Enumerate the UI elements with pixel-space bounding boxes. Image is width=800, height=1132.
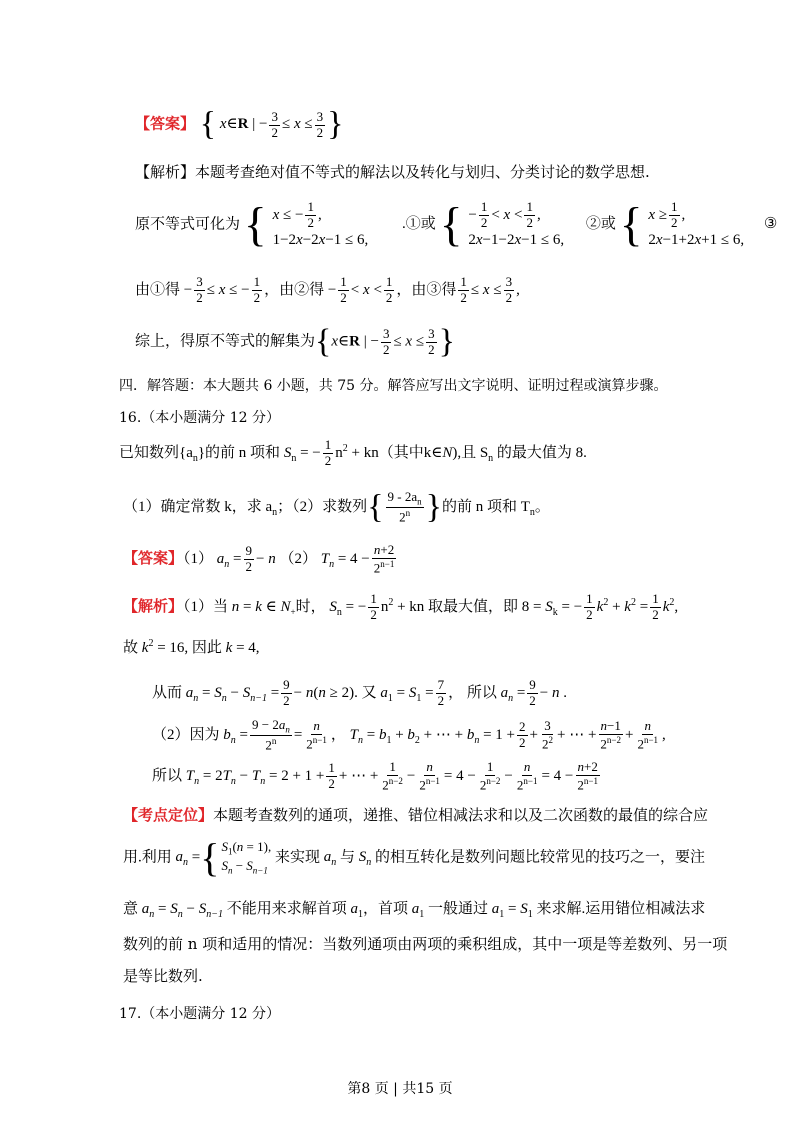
q16-stem: 已知数列$\{a_n\}$的前 n 项和 $S_n$ = − $\frac{1}{2}$ $n^2 + kn$（其中k∈N),且 $S_n$ 的最大值为 8. xyxy=(119,437,587,468)
key-point-row-1 xyxy=(123,806,708,824)
key-point-text-1: 本题考查数列的通项，递推、错位相减法求和以及二次函数的最值的综合应 xyxy=(213,806,709,824)
sys-or-1: .①或 xyxy=(402,216,436,233)
answer-16-row: 【答案】（1） $a_n$ = $\frac{9}{2}$ − n （2） $T_n = 4$ − $\frac{n+2}{2^{n-1}}$ xyxy=(123,542,395,576)
section-4-heading: 四．解答题：本大题共 6 小题，共 75 分。解答应写出文字说明、证明过程或演算步骤。 xyxy=(119,378,668,394)
analysis-line: 【解析】本题考查绝对值不等式的解法以及转化与划归、分类讨论的数学思想. xyxy=(135,163,650,181)
analysis-16-label: 【解析】 xyxy=(123,598,184,615)
q17-heading: 17.（本小题满分 12 分） xyxy=(119,1006,280,1022)
q16-heading: 16.（本小题满分 12 分） xyxy=(119,410,280,426)
answer-15-row xyxy=(135,108,343,142)
page-footer: 第8 页 | 共15 页 xyxy=(347,1081,453,1097)
analysis-16-row-2: 故 $k^2 = 16$, 因此 k = 4, xyxy=(123,638,260,656)
sys-or-2: ②或 xyxy=(585,216,616,233)
system-3: x ≥ $\frac{1}{2}$ , 2x−1+2x+1 ≤ 6, xyxy=(648,199,745,248)
analysis-16-row-3: 从而 $a_n = S_n - S_{n-1}$ = $\frac{9}{2}$ − n(n ≥ 2). 又 $a_1 = S_1$ = $\frac{7}{2}$ ， 所以 $a_n$ = $\frac{9}{2}$ − n . xyxy=(152,677,568,708)
answer-15-set: { x∈R | − $\frac{3}{2}$ ≤ x ≤ $\frac{3}{2}$ } xyxy=(199,106,344,143)
transform-intro: 原不等式可化为 xyxy=(135,216,241,233)
analysis-16-row-4: （2）因为 $b_n$ = $\frac{9 - 2a_n}{2^n}$ = $\frac{n}{2^{n-1}}$ ， $T_n = b_1 + b_2$ + ⋯ + $b_n = 1$ + $\frac{2}{2}$ + $\frac{3}{2^2}$ + ⋯ + $\frac{n-1}{2^{n-2}}$ + $\frac{n}{2^{n-1}}$ , xyxy=(152,717,666,753)
answer-16-label: 【答案】 xyxy=(123,551,184,568)
key-point-row-5: 是等比数列. xyxy=(123,967,203,985)
system-1: x ≤ − $\frac{1}{2}$ , 1−2x−2x−1 ≤ 6, xyxy=(272,199,369,248)
key-point-label: 【考点定位】 xyxy=(123,806,214,824)
analysis-16-row-5: 所以 $T_n = 2T_n - T_n = 2 + 1$ + $\frac{1}{2}$ + ⋯ + $\frac{1}{2^{n-2}}$ − $\frac{n}{2^{n-1}}$ = 4 − $\frac{1}{2^{n-2}}$ − $\frac{n}{2^{n-1}}$ = 4 − $\frac{n+2}{2^{n-1}}$ xyxy=(152,759,598,793)
system-2: − $\frac{1}{2}$ < x < $\frac{1}{2}$ , 2x−1−2x−1 ≤ 6, xyxy=(468,199,565,248)
summary-line: 综上，得原不等式的解集为{x∈R | − $\frac{3}{2}$ ≤ x ≤ $\frac{3}{2}$ } xyxy=(135,323,455,360)
key-point-row-2: 用.利用 $a_n$ ={ $S_1(n = 1)$, $S_n - S_{n-1}$ 来实现 $a_n$ 与 $S_n$ 的相互转化是数列问题比较常见的技巧之一，要注 xyxy=(123,835,705,880)
answer-label: 【答案】 xyxy=(135,114,196,133)
analysis-16-row-1: 【解析】（1）当 n = k ∈ $N_+$时， $S_n$ = − $\frac{1}{2}$ $n^2$ + kn 取最大值，即 $8 = S_k$ = − $\frac{1}{2}$ $k^2 + k^2$ = $\frac{1}{2}$ $k^2$, xyxy=(123,591,679,622)
key-point-row-4: 数列的前 n 项和适用的情况：当数列通项由两项的乘积组成，其中一项是等差数列、另一项 xyxy=(123,935,728,953)
sys-mark-3: ③ xyxy=(763,216,778,233)
from-line: 由①得 − $\frac{3}{2}$ ≤ x ≤ − $\frac{1}{2}$ ，由②得 − $\frac{1}{2}$ < x < $\frac{1}{2}$ ，由③得 $\frac{1}{2}$ ≤ x ≤ $\frac{3}{2}$ , xyxy=(135,274,520,305)
systems-row: 原不等式可化为 { x ≤ − $\frac{1}{2}$ , 1−2x−2x−1 ≤ 6, .①或 { − $\frac{1}{2}$ < x < $\frac{1}{2}$ , 2x−1−2x−1 ≤ 6, ②或 { x ≥ $\frac{1}{2}$ , 2x−1+2x+1 ≤ 6, ③ xyxy=(135,197,778,251)
key-point-row-3: 意 $a_n = S_n - S_{n-1}$ 不能用来求解首项 $a_1$，首项 $a_1$ 一般通过 $a_1 = S_1$ 来求解.运用错位相减法求 xyxy=(123,901,706,920)
q16-ask: （1）确定常数 k，求 $a_n$；（2）求数列{ $\frac{9 - 2a_n}{2^n}$ }的前 n 项和 $T_n$。 xyxy=(123,488,550,526)
